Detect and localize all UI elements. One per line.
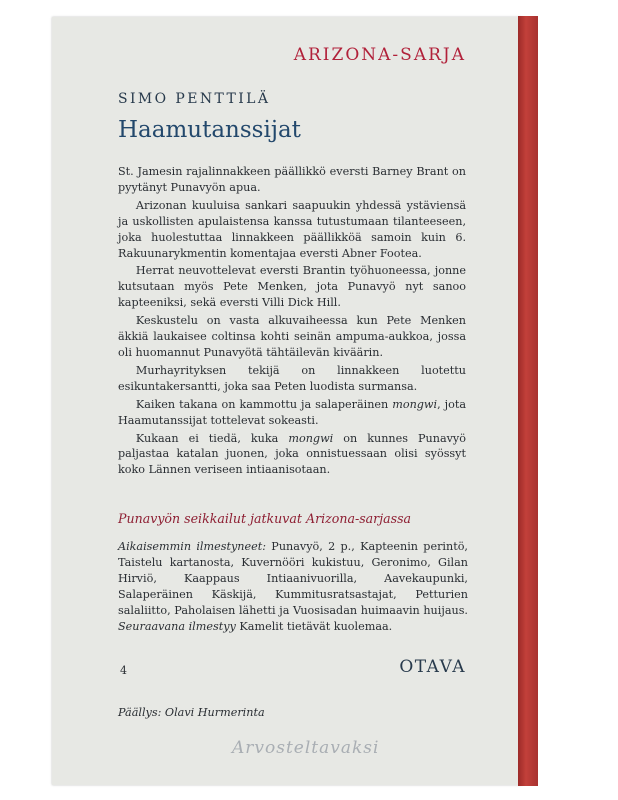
text: Kukaan ei tiedä, kuka: [135, 431, 289, 445]
series-tagline: Punavyön seikkailut jatkuvat Arizona-sarjassa: [118, 511, 412, 526]
blurb-paragraph: St. Jamesin rajalinnakkeen päällikkö eversti Barney Brant on pyytänyt Punavyön apua.: [118, 165, 466, 194]
blurb-paragraph: [118, 431, 466, 479]
blurb-paragraph: Herrat neuvottelevat eversti Brantin työhuoneessa, jonne kutsutaan myös Pete Menken, jota Punavyö nyt sanoo kapteeniksi, sekä eversti Villi Dick Hill.: [118, 264, 466, 310]
blurb-paragraph: Murhayrityksen tekijä on linnakkeen luotettu esikuntakersantti, joka saa Peten luodista surmansa.: [118, 363, 466, 393]
series-number: 4: [120, 664, 127, 677]
previous-label: Aikaisemmin ilmestyneet:: [118, 540, 266, 553]
text: on kunnes Punavyö paljastaa katalan juonen, joka onnistuessaan olisi syössyt koko Lännen veriseen intiaanisotaan.: [118, 431, 466, 477]
next-label: Seuraavana ilmestyy: [118, 619, 236, 633]
blurb-paragraph: Arizonan kuuluisa sankari saapuukin yhdessä ystäviensä ja uskollisten apulaistensa kanssa tutustumaan tilanteeseen, joka huolestuttaa linnakkeen päällikköä samoin kuin 6. Rakuunarykmentin komentajaa eversti Abner Footea.: [118, 198, 466, 260]
text: Kaiken takana on kammottu ja salaperäinen: [135, 397, 393, 411]
blurb-paragraph: Keskustelu on vasta alkuvaiheessa kun Pete Menken äkkiä laukaisee coltinsa kohti seinän ampuma-aukkoa, jossa oli huomannut Punavyötä tähtäilevän kiväärin.: [118, 314, 466, 359]
next-title: Kamelit tietävät kuolemaa.: [235, 619, 393, 633]
text: , jota Haamutanssijat tottelevat sokeasti.: [118, 397, 466, 427]
previous-titles: [118, 539, 468, 634]
publisher-name: OTAVA: [399, 657, 466, 677]
italic-term: mongwi: [288, 431, 334, 445]
author-name: SIMO PENTTILÄ: [118, 91, 271, 107]
series-name: ARIZONA-SARJA: [293, 45, 466, 65]
previous-list: Punavyö, 2 p., Kapteenin perintö, Taistelu kartanosta, Kuvernööri kukistuu, Geronimo, Gilan Hirviö, Kaappaus Intiaanivuorilla, Aavekaupunki, Salaperäinen Käskijä, Kummitusratsastajat, Petturien salaliitto, Paholaisen lähetti ja Vuosisadan huimaavin huijaus.: [118, 540, 468, 617]
review-stamp: Arvosteltavaksi: [232, 738, 380, 758]
book-title: Haamutanssijat: [118, 117, 301, 143]
book-spine: [518, 16, 538, 786]
cover-credit: Päällys: Olavi Hurmerinta: [118, 706, 265, 719]
italic-term: mongwi: [392, 397, 438, 411]
blurb-paragraph: [118, 397, 466, 429]
blurb: [118, 164, 466, 480]
